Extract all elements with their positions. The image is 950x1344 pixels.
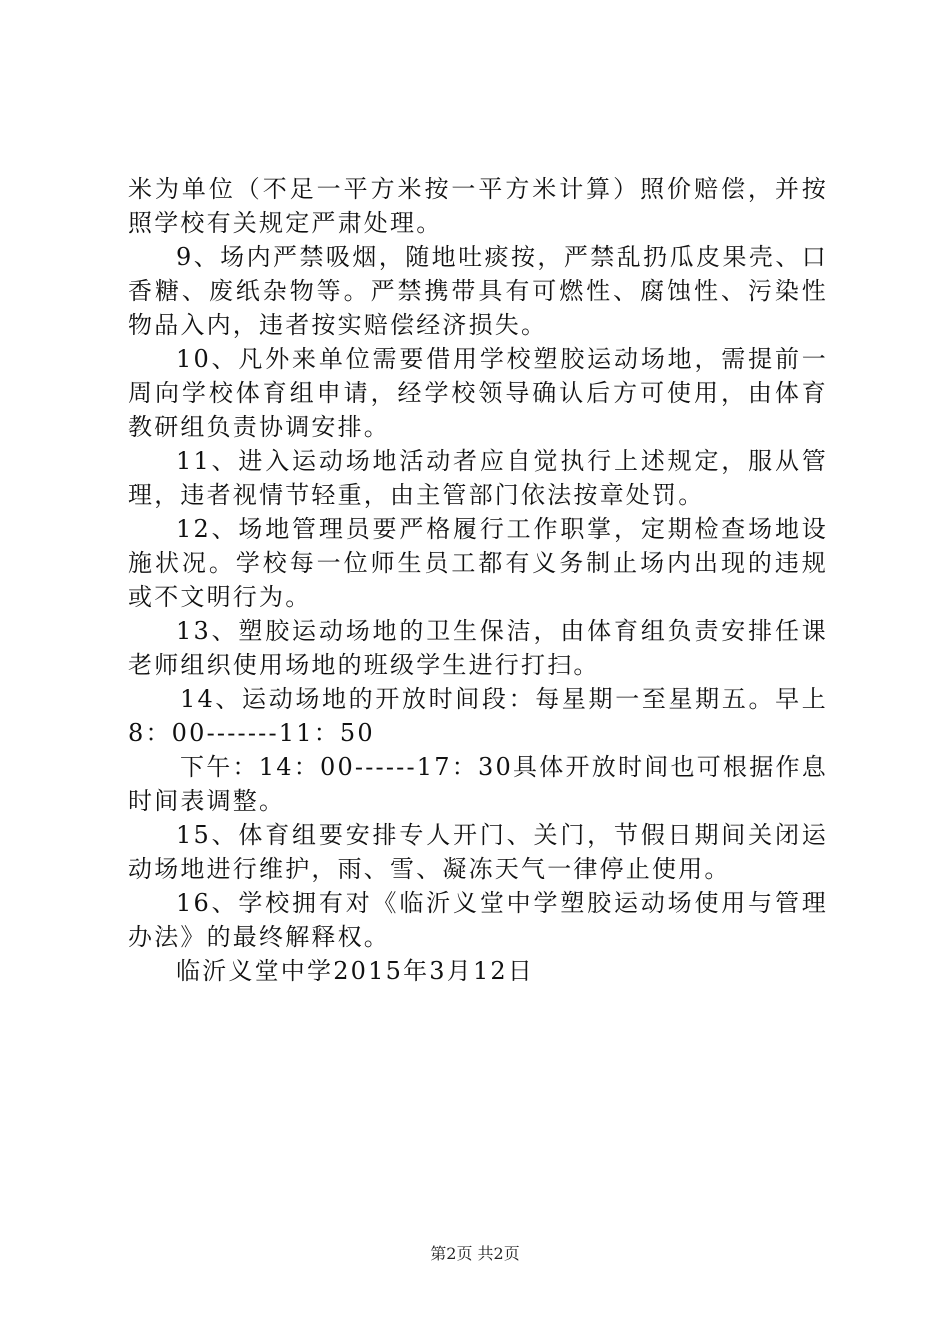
rule-9-paragraph: 9、场内严禁吸烟，随地吐痰按，严禁乱扔瓜皮果壳、口香糖、废纸杂物等。严禁携带具有可燃性、腐蚀性、污染性物品入内，违者按实赔偿经济损失。 (128, 243, 828, 339)
rule-15-paragraph: 15、体育组要安排专人开门、关门，节假日期间关闭运动场地进行维护，雨、雪、凝冻天气一律停止使用。 (128, 821, 828, 883)
rule-14-paragraph: 14、运动场地的开放时间段：每星期一至星期五。早上8：00-------11：50 (128, 685, 828, 747)
rule-11-paragraph: 11、进入运动场地活动者应自觉执行上述规定，服从管理，违者视情节轻重，由主管部门依法按章处罚。 (128, 447, 828, 509)
signature-date: 临沂义堂中学2015年3月12日 (176, 957, 535, 985)
document-body (128, 172, 828, 988)
page-number-footer: 第2页 共2页 (430, 1244, 520, 1263)
rule-13-paragraph: 13、塑胶运动场地的卫生保洁，由体育组负责安排任课老师组织使用场地的班级学生进行打扫。 (128, 617, 828, 679)
afternoon-hours-paragraph: 下午：14：00------17：30具体开放时间也可根据作息时间表调整。 (128, 753, 828, 815)
rule-16-paragraph: 16、学校拥有对《临沂义堂中学塑胶运动场使用与管理办法》的最终解释权。 (128, 889, 828, 951)
paragraph-continuation: 米为单位（不足一平方米按一平方米计算）照价赔偿，并按照学校有关规定严肃处理。 (128, 175, 828, 237)
rule-10-paragraph: 10、凡外来单位需要借用学校塑胶运动场地，需提前一周向学校体育组申请，经学校领导确认后方可使用，由体育教研组负责协调安排。 (128, 345, 828, 441)
rule-12-paragraph: 12、场地管理员要严格履行工作职掌，定期检查场地设施状况。学校每一位师生员工都有义务制止场内出现的违规或不文明行为。 (128, 515, 828, 611)
